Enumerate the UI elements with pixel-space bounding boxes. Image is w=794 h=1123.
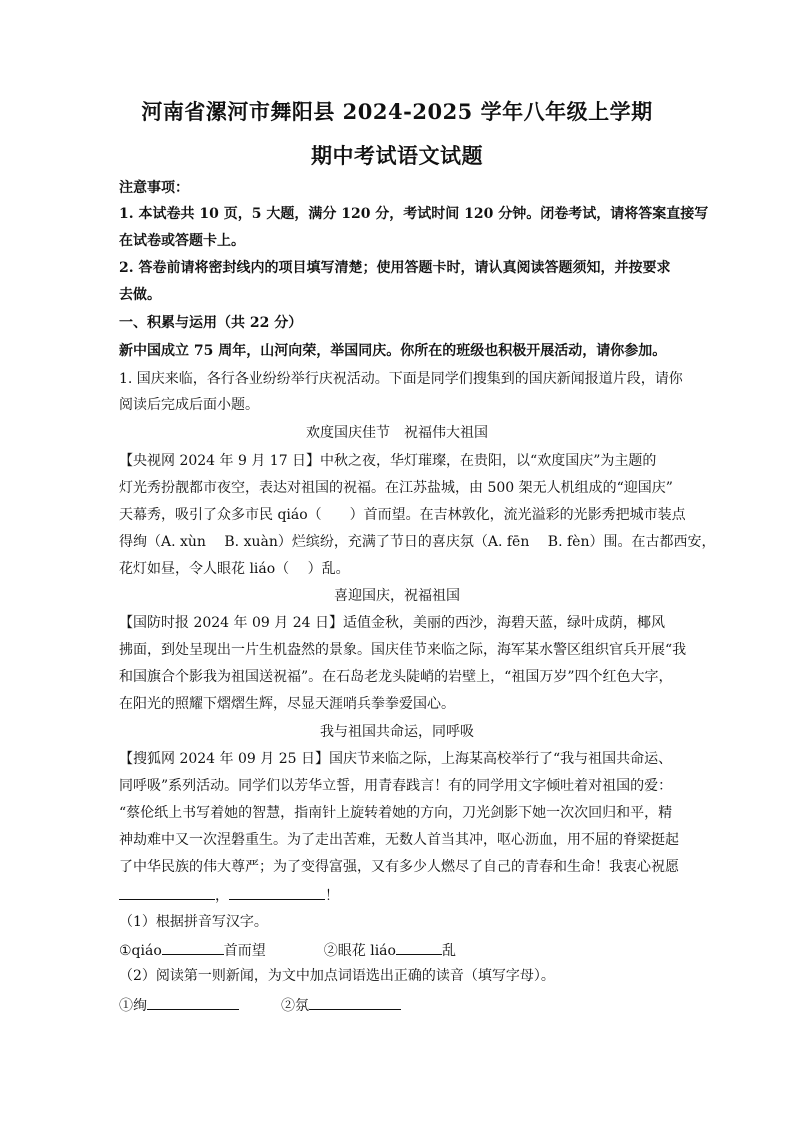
notice-item1-cont: 在试卷或答题卡上。 (119, 233, 245, 249)
pinyin-qiao-blank[interactable] (162, 941, 224, 955)
news1-line: 天幕秀，吸引了众多市民 qiáo（ ）首而望。在吉林敦化，流光溢彩的光影秀把城市装点 (119, 507, 686, 523)
pinyin-qiao-suffix: 首而望 (223, 943, 266, 959)
wish-blank-2[interactable] (229, 886, 325, 900)
news2-line: 和国旗合个影我为祖国送祝福”。在石岛老龙头陡峭的岩壁上，“祖国万岁”四个红色大字， (119, 669, 673, 685)
notice-item2-cont: 去做。 (119, 287, 161, 303)
subquestion-2-answers (119, 996, 679, 1015)
news1-line: 得绚（A. xùn B. xuàn）烂缤纷，充满了节日的喜庆氛（A. fēn B. fèn）围。在古都西安， (119, 534, 716, 550)
section-heading: 一、积累与运用（共 22 分） (119, 315, 303, 331)
news3-line: 了中华民族的伟大尊严；为了变得富强，又有多少人燃尽了自己的青春和生命！我衷心祝愿 (119, 859, 679, 875)
wish-end-mark: ！ (325, 888, 339, 904)
news3-line: 同呼吸”系列活动。同学们以芳华立誓，用青春践言！有的同学用文字倾吐着对祖国的爱： (119, 778, 673, 794)
wish-blank-1[interactable] (119, 886, 215, 900)
pinyin-liao-suffix: 乱 (441, 943, 456, 959)
wish-separator: ， (215, 888, 229, 904)
news1-line: 【央视网 2024 年 9 月 17 日】中秋之夜，华灯璀璨，在贵阳，以“欢度国庆”为主题的 (119, 453, 657, 469)
pinyin-liao-label: ②眼花 liáo (323, 943, 396, 959)
news2-line: 拂面，到处呈现出一片生机盎然的景象。国庆佳节来临之际，海军某水警区组织官兵开展“我 (119, 642, 687, 658)
news1-line: 花灯如昼，令人眼花 liáo（ ）乱。 (119, 561, 350, 577)
news3-blank-line (119, 886, 679, 905)
question1-stem-cont: 阅读后完成后面小题。 (119, 397, 259, 413)
reading-xuan-blank[interactable] (147, 996, 239, 1010)
news3-title: 我与祖国共命运，同呼吸 (320, 724, 474, 740)
news2-title: 喜迎国庆，祝福祖国 (334, 588, 460, 604)
question1-stem: 1. 国庆来临，各行各业纷纷举行庆祝活动。下面是同学们搜集到的国庆新闻报道片段，请你 (119, 371, 683, 387)
section-intro: 新中国成立 75 周年，山河向荣，举国同庆。你所在的班级也积极开展活动，请你参加。 (119, 343, 667, 359)
notice-heading: 注意事项： (119, 180, 189, 196)
exam-title-line2: 期中考试语文试题 (311, 143, 483, 168)
notice-item2: 2. 答卷前请将密封线内的项目填写清楚；使用答题卡时，请认真阅读答题须知，并按要求 (119, 260, 671, 276)
news3-line: 【搜狐网 2024 年 09 月 25 日】国庆节来临之际，上海某高校举行了“我与祖国共命运、 (119, 751, 673, 767)
news3-line: “蔡伦纸上书写着她的智慧，指南针上旋转着她的方向，刀光剑影下她一次次回归和平，精 (119, 805, 673, 821)
news2-line: 在阳光的照耀下熠熠生辉，尽显天涯哨兵拳拳爱国心。 (119, 696, 455, 712)
exam-title-line1: 河南省漯河市舞阳县 2024-2025 学年八年级上学期 (141, 99, 653, 124)
notice-item1: 1. 本试卷共 10 页，5 大题，满分 120 分，考试时间 120 分钟。闭卷考试，请将答案直接写 (119, 206, 709, 222)
reading-xuan-label: ①绚 (119, 998, 147, 1014)
pinyin-qiao-label: ①qiáo (119, 943, 162, 959)
reading-fen-blank[interactable] (309, 996, 401, 1010)
reading-fen-label: ②氛 (281, 998, 309, 1014)
news1-line: 灯光秀扮靓都市夜空，表达对祖国的祝福。在江苏盐城，由 500 架无人机组成的“迎国庆” (119, 480, 673, 496)
subquestion-2: （2）阅读第一则新闻，为文中加点词语选出正确的读音（填写字母）。 (119, 968, 555, 984)
news1-title: 欢度国庆佳节 祝福伟大祖国 (306, 425, 488, 441)
news3-line: 神劫难中又一次涅磐重生。为了走出苦难，无数人首当其冲，呕心沥血，用不屈的脊梁挺起 (119, 832, 679, 848)
news2-line: 【国防时报 2024 年 09 月 24 日】适值金秋，美丽的西沙，海碧天蓝，绿叶成荫，椰风 (119, 615, 665, 631)
pinyin-liao-blank[interactable] (396, 941, 442, 955)
subquestion-1: （1）根据拼音写汉字。 (119, 914, 268, 930)
subquestion-1-answers (119, 941, 679, 960)
